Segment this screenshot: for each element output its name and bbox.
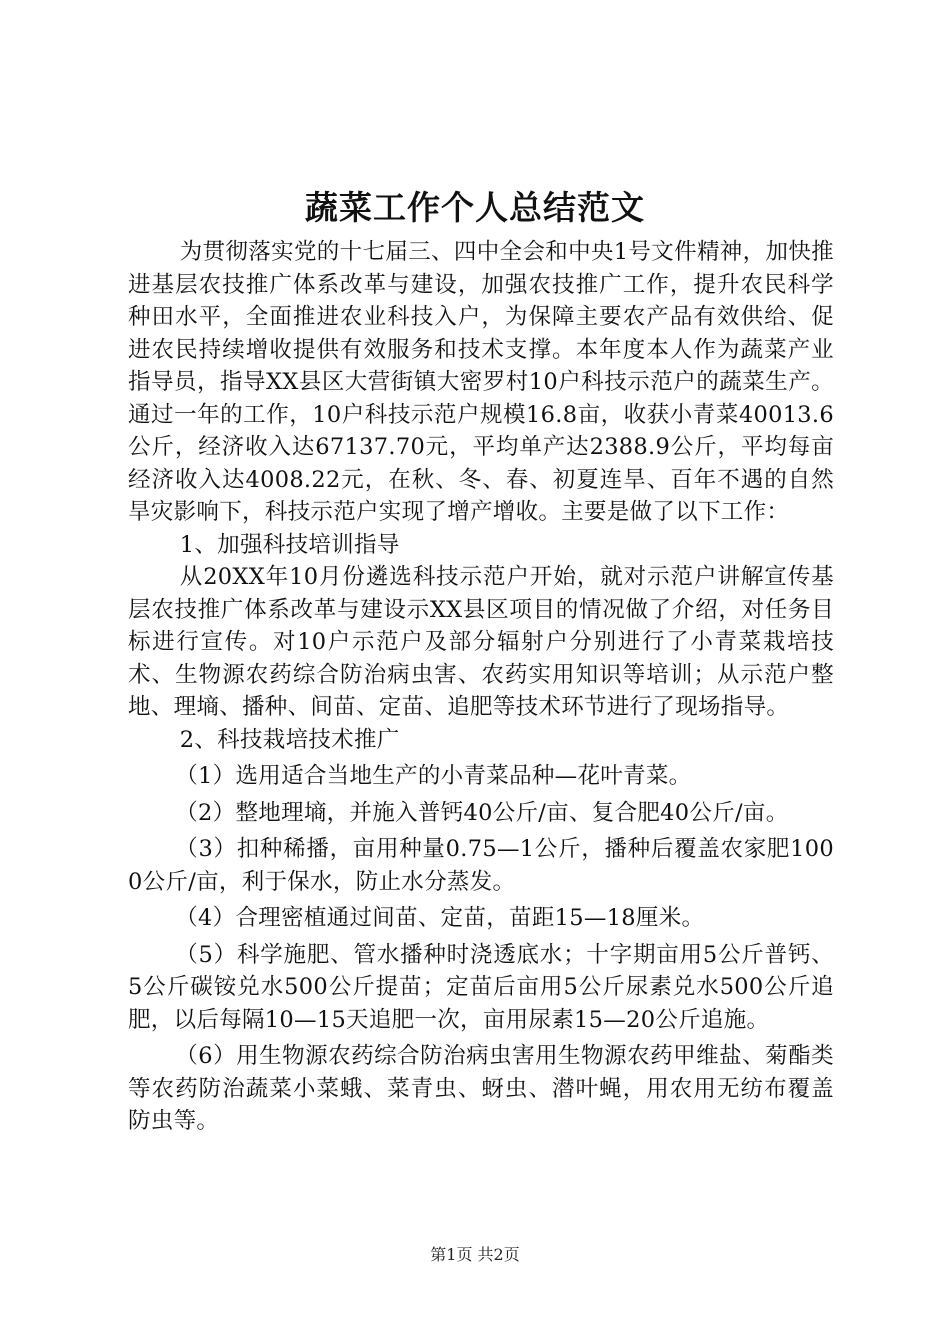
section-heading-cultivation: 2、科技栽培技术推广 (179, 726, 400, 753)
training-paragraph: 从20XX年10月份遴选科技示范户开始，就对示范户讲解宣传基层农技推广体系改革与建设示XX县区项目的情况做了介绍，对任务目标进行宣传。对10户示范户及部分辐射户分别进行了小青菜栽培技术、生物源农药综合防治病虫害、农药实用知识等培训；从示范户整地、理墒、播种、间苗、定苗、追肥等技术环节进行了现场指导。 (128, 564, 834, 720)
document-title: 蔬菜工作个人总结范文 (305, 188, 645, 227)
cultivation-item-2: （2）整地理墒，并施入普钙40公斤/亩、复合肥40公斤/亩。 (175, 799, 789, 826)
section-heading-training: 1、加强科技培训指导 (179, 531, 400, 558)
cultivation-item-5: （5）科学施肥、管水播种时浇透底水；十字期亩用5公斤普钙、5公斤碳铵兑水500公斤提苗；定苗后亩用5公斤尿素兑水500公斤追肥，以后每隔10—15天追肥一次，亩用尿素15—20公斤追施。 (128, 941, 834, 1033)
cultivation-item-6: （6）用生物源农药综合防治病虫害用生物源农药甲维盐、菊酯类等农药防治蔬菜小菜蛾、菜青虫、蚜虫、潜叶蝇，用农用无纺布覆盖防虫等。 (128, 1043, 834, 1134)
intro-paragraph: 为贯彻落实党的十七届三、四中全会和中央1号文件精神，加快推进基层农技推广体系改革与建设，加强农技推广工作，提升农民科学种田水平，全面推进农业科技入户，为保障主要农产品有效供给、促进农民持续增收提供有效服务和技术支撑。本年度本人作为蔬菜产业指导员，指导XX县区大营街镇大密罗村10户科技示范户的蔬菜生产。通过一年的工作，10户科技示范户规模16.8亩，收获小青菜40013.6公斤，经济收入达67137.70元，平均单产达2388.9公斤，平均每亩经济收入达4008.22元，在秋、冬、春、初夏连旱、百年不遇的自然旱灾影响下，科技示范户实现了增产增收。主要是做了以下工作： (128, 239, 834, 525)
cultivation-item-4: （4）合理密植通过间苗、定苗，苗距15—18厘米。 (175, 905, 705, 931)
document-body (128, 236, 834, 1138)
cultivation-item-3: （3）扣种稀播，亩用种量0.75—1公斤，播种后覆盖农家肥1000公斤/亩，利于保水，防止水分蒸发。 (128, 836, 834, 895)
cultivation-item-1: （1）选用适合当地生产的小青菜品种—花叶青菜。 (175, 763, 692, 789)
page-number-footer: 第1页 共2页 (430, 1245, 520, 1264)
